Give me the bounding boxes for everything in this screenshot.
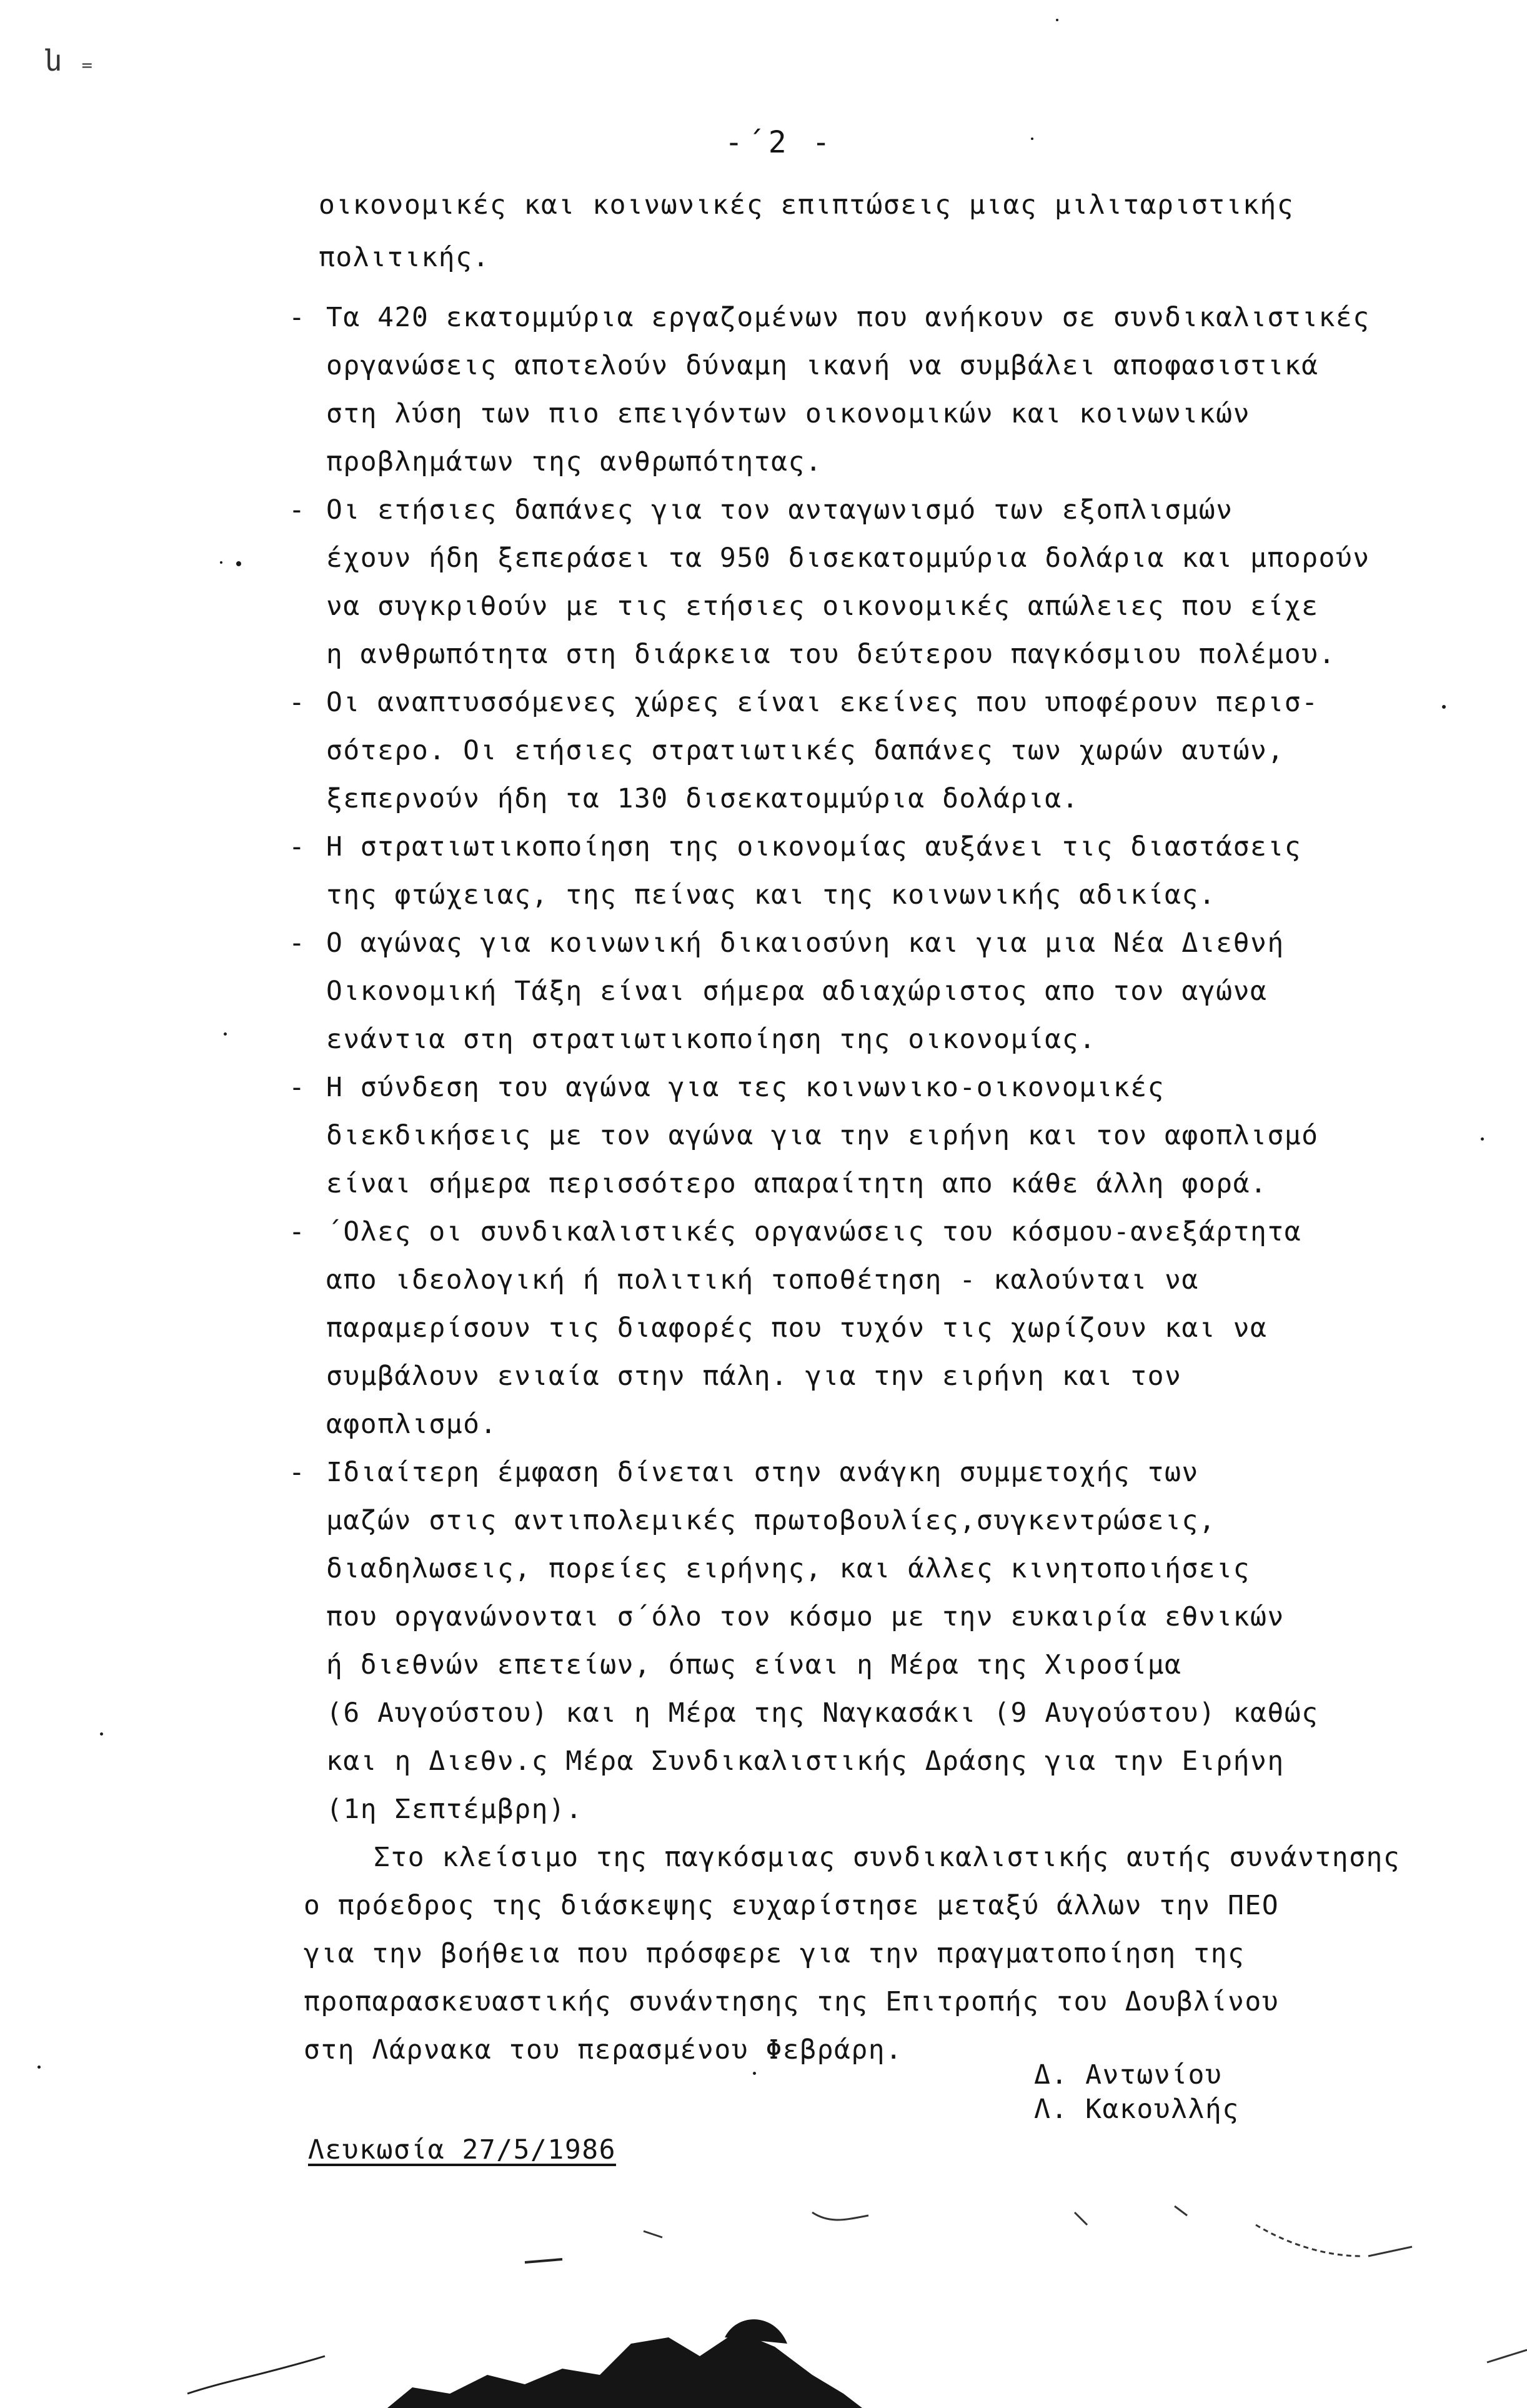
bullet-line: στη λύση των πιο επειγόντων οικονομικών και κοινωνικών bbox=[326, 398, 1250, 429]
bullet-line: Η σύνδεση του αγώνα για τες κοινωνικο-οικονομικές bbox=[326, 1072, 1165, 1103]
signature-name: Λ. Κακουλλής bbox=[1034, 2094, 1240, 2125]
bullet-line: συμβάλουν ενιαία στην πάλη. για την ειρήνη και τον bbox=[326, 1361, 1182, 1392]
bullet-line: Οι ετήσιες δαπάνες για τον ανταγωνισμό των εξοπλισμών bbox=[326, 494, 1233, 526]
bullet-dash: - bbox=[289, 687, 305, 718]
bullet-line: να συγκριθούν με τις ετήσιες οικονομικές απώλειες που είχε bbox=[326, 591, 1319, 622]
scan-speck bbox=[753, 2072, 756, 2075]
bullet-dash: - bbox=[289, 927, 305, 959]
bullet-line: και η Διεθν.ς Μέρα Συνδικαλιστικής Δράσης για την Ειρήνη bbox=[326, 1746, 1285, 1777]
bullet-dash: - bbox=[289, 494, 305, 526]
scan-speck bbox=[236, 561, 241, 566]
closing-line: Στο κλείσιμο της παγκόσμιας συνδικαλιστικής αυτής συνάντησης bbox=[374, 1842, 1401, 1873]
bullet-line: (6 Αυγούστου) και η Μέρα της Ναγκασάκι (9 Αυγούστου) καθώς bbox=[326, 1697, 1319, 1729]
bullet-dash: - bbox=[289, 1216, 305, 1247]
page-number: -´2 - bbox=[725, 125, 834, 160]
document-date: Λευκωσία 27/5/1986 bbox=[308, 2134, 616, 2166]
bullet-line: Ο αγώνας για κοινωνική δικαιοσύνη και για μια Νέα Διεθνή bbox=[326, 927, 1285, 959]
scan-speck bbox=[37, 2066, 41, 2069]
bullet-line: της φτώχειας, της πείνας και της κοινωνικής αδικίας. bbox=[326, 879, 1216, 911]
bullet-line: η ανθρωπότητα στη διάρκεια του δεύτερου παγκόσμιου πολέμου. bbox=[326, 639, 1336, 670]
bullet-line: Οι αναπτυσσόμενες χώρες είναι εκείνες που υποφέρουν περισ- bbox=[326, 687, 1319, 718]
bullet-dash: - bbox=[289, 831, 305, 862]
bullet-line: ξεπερνούν ήδη τα 130 δισεκατομμύρια δολάρια. bbox=[326, 783, 1080, 814]
bullet-line: απο ιδεολογική ή πολιτική τοποθέτηση - καλούνται να bbox=[326, 1264, 1199, 1296]
scan-speck bbox=[1481, 1137, 1484, 1141]
bullet-line: Η στρατιωτικοποίηση της οικονομίας αυξάνει τις διαστάσεις bbox=[326, 831, 1302, 862]
bullet-line: Ιδιαίτερη έμφαση δίνεται στην ανάγκη συμμετοχής των bbox=[326, 1457, 1199, 1488]
bullet-line: Τα 420 εκατομμύρια εργαζομένων που ανήκουν σε συνδικαλιστικές bbox=[326, 302, 1370, 333]
bullet-line: Οικονομική Τάξη είναι σήμερα αδιαχώριστος απο τον αγώνα bbox=[326, 976, 1268, 1007]
bullet-line: (1η Σεπτέμβρη). bbox=[326, 1794, 583, 1825]
intro-line: πολιτικής. bbox=[319, 242, 490, 273]
closing-line: προπαρασκευαστικής συνάντησης της Επιτροπής του Δουβλίνου bbox=[304, 1986, 1280, 2017]
signature-name: Δ. Αντωνίου bbox=[1034, 2059, 1223, 2091]
scan-speck bbox=[220, 561, 222, 564]
bullet-line: διεκδικήσεις με τον αγώνα για την ειρήνη και τον αφοπλισμό bbox=[326, 1120, 1319, 1151]
scan-speck bbox=[1056, 19, 1058, 21]
bullet-dash: - bbox=[289, 302, 305, 333]
bullet-line: παραμερίσουν τις διαφορές που τυχόν τις χωρίζουν και να bbox=[326, 1312, 1268, 1344]
bullet-line: οργανώσεις αποτελούν δύναμη ικανή να συμβάλει αποφασιστικά bbox=[326, 350, 1319, 381]
corner-mark: ն ₌ bbox=[44, 44, 96, 77]
bullet-line: διαδηλωσεις, πορείες ειρήνης, και άλλες κινητοποιήσεις bbox=[326, 1553, 1250, 1584]
bullet-line: είναι σήμερα περισσότερο απαραίτητη απο κάθε άλλη φορά. bbox=[326, 1168, 1268, 1199]
closing-line: ο πρόεδρος της διάσκεψης ευχαρίστησε μεταξύ άλλων την ΠΕΟ bbox=[304, 1890, 1280, 1921]
bullet-line: σότερο. Οι ετήσιες στρατιωτικές δαπάνες των χωρών αυτών, bbox=[326, 735, 1285, 766]
bullet-line: ΄Ολες οι συνδικαλιστικές οργανώσεις του κόσμου-ανεξάρτητα bbox=[326, 1216, 1302, 1247]
scan-speck bbox=[224, 1032, 227, 1036]
bullet-line: έχουν ήδη ξεπεράσει τα 950 δισεκατομμύρια δολάρια και μπορούν bbox=[326, 542, 1370, 574]
closing-line: στη Λάρνακα του περασμένου Φεβράρη. bbox=[304, 2034, 903, 2066]
scan-noise bbox=[0, 2187, 1527, 2408]
bullet-dash: - bbox=[289, 1457, 305, 1488]
bullet-line: ενάντια στη στρατιωτικοποίηση της οικονομίας. bbox=[326, 1024, 1097, 1055]
bullet-line: ή διεθνών επετείων, όπως είναι η Μέρα της Χιροσίμα bbox=[326, 1649, 1182, 1681]
bullet-line: μαζών στις αντιπολεμικές πρωτοβουλίες,συγκεντρώσεις, bbox=[326, 1505, 1216, 1536]
bullet-line: προβλημάτων της ανθρωπότητας. bbox=[326, 446, 823, 477]
bullet-line: αφοπλισμό. bbox=[326, 1409, 497, 1440]
closing-line: για την βοήθεια που πρόσφερε για την πραγματοποίηση της bbox=[304, 1938, 1245, 1969]
bullet-line: που οργανώνονται σ΄όλο τον κόσμο με την ευκαιρία εθνικών bbox=[326, 1601, 1285, 1632]
scan-speck bbox=[1442, 705, 1446, 709]
scan-speck bbox=[1031, 137, 1033, 140]
bullet-dash: - bbox=[289, 1072, 305, 1103]
scan-speck bbox=[100, 1732, 103, 1736]
intro-line: οικονομικές και κοινωνικές επιπτώσεις μιας μιλιταριστικής bbox=[319, 189, 1295, 221]
